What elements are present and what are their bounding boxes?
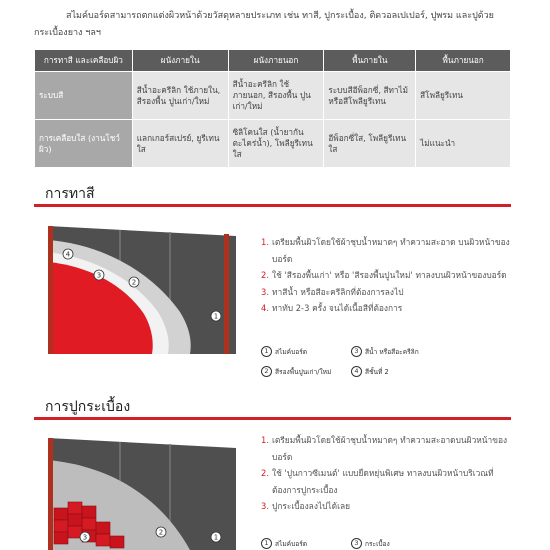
- callout-2: [129, 277, 139, 287]
- callout-label: 1: [213, 533, 219, 542]
- step-text: เตรียมพื้นผิวโดยใช้ผ้าชุบน้ำหมาดๆ ทำความสะอาดบนผิวหน้าของบอร์ด: [272, 435, 508, 462]
- step-number: 3.: [261, 501, 269, 511]
- callout-label: 2: [131, 278, 137, 287]
- legend-label: สไมค์บอร์ด: [275, 540, 308, 548]
- step-text: เตรียมพื้นผิวโดยใช้ผ้าชุบน้ำหมาดๆ ทำความสะอาด บนผิวหน้าของบอร์ด: [272, 237, 510, 264]
- step-number: 2.: [261, 468, 269, 478]
- legend-number: 3: [351, 538, 362, 549]
- callout-label: 3: [96, 271, 102, 280]
- legend-item: [261, 538, 307, 549]
- section-divider: [34, 417, 511, 420]
- step-text: ทาสีน้ำ หรือสีอะครีลิกที่ต้องการลงไป: [272, 286, 404, 297]
- legend-label: สีน้ำ หรือสีอะครีลิก: [365, 348, 419, 356]
- step-text: ใช้ 'ปูนกาวซีเมนต์' แบบยืดหยุ่นพิเศษ ทาลงบนผิวหน้าบริเวณที่ต้องการปูกระเบื้อง: [272, 468, 494, 495]
- table-cell: แลกเกอร์สเปรย์, ยูรีเทนใส: [132, 120, 228, 168]
- table-header: พื้นภายนอก: [416, 50, 511, 72]
- callout-3: [80, 532, 90, 542]
- callout-label: 2: [158, 528, 164, 537]
- legend-number: 3: [351, 346, 362, 357]
- legend-label: สีชั้นที่ 2: [365, 368, 389, 376]
- painting-steps: [261, 234, 511, 317]
- table-header: ผนังภายใน: [132, 50, 228, 72]
- table-cell: อีพ็อกซี่ใส, โพลียูรีเทนใส: [324, 120, 416, 168]
- legend-label: สไมค์บอร์ด: [275, 348, 308, 356]
- step-number: 1.: [261, 435, 269, 445]
- table-cell: ไม่แนะนำ: [416, 120, 511, 168]
- callout-label: 1: [213, 312, 219, 321]
- legend-label: สีรองพื้นปูนเก่า/ใหม่: [275, 368, 332, 376]
- table-row: [35, 120, 511, 168]
- legend-number: 1: [261, 346, 272, 357]
- legend-item: [261, 366, 331, 377]
- legend-item: [261, 346, 307, 357]
- table-row: [35, 72, 511, 120]
- legend-number: 2: [261, 366, 272, 377]
- table-header: พื้นภายใน: [324, 50, 416, 72]
- list-item: [261, 284, 511, 301]
- frame-stud: [224, 234, 229, 354]
- list-item: [261, 300, 511, 317]
- legend-label: กระเบื้อง: [365, 540, 390, 548]
- callout-label: 4: [65, 250, 71, 259]
- callout-1: [211, 532, 221, 542]
- legend-item: [351, 346, 419, 357]
- step-text: ทาทับ 2-3 ครั้ง จนได้เนื้อสีที่ต้องการ: [272, 303, 403, 313]
- frame-stud: [48, 438, 53, 550]
- step-text: ปูกระเบื้องลงไปได้เลย: [272, 501, 350, 511]
- legend-number: 4: [351, 366, 362, 377]
- legend-number: 1: [261, 538, 272, 549]
- step-text: ใช้ 'สีรองพื้นเก่า' หรือ 'สีรองพื้นปูนใหม่' ทาลงบนผิวหน้าของบอร์ด: [272, 270, 507, 280]
- step-number: 1.: [261, 237, 269, 247]
- callout-3: [94, 270, 104, 280]
- tiling-legend: [261, 538, 511, 550]
- callout-4: [63, 249, 73, 259]
- table-cell: สีน้ำอะครีลิก ใช้ภายนอก, สีรองพื้น ปูนเก่า/ใหม่: [228, 72, 324, 120]
- list-item: [261, 465, 511, 498]
- step-number: 2.: [261, 270, 269, 280]
- table-header-row: [35, 50, 511, 72]
- painting-legend: [261, 346, 511, 380]
- table-header: ผนังภายนอก: [228, 50, 324, 72]
- finish-spec-table: [34, 49, 511, 168]
- row-header: ระบบสี: [35, 72, 133, 120]
- table-cell: ระบบสีอีพ็อกซี่, สีทาไม้ หรือสีโพลียูรีเทน: [324, 72, 416, 120]
- list-item: [261, 267, 511, 284]
- row-header: การเคลือบใส (งานโชว์ผิว): [35, 120, 133, 168]
- section-title-painting: การทาสี: [45, 186, 95, 202]
- callout-label: 3: [82, 533, 88, 542]
- tiling-steps: [261, 432, 511, 515]
- painting-illustration: [40, 220, 245, 355]
- list-item: [261, 234, 511, 267]
- tiling-illustration: [40, 432, 245, 550]
- intro-paragraph: สไมค์บอร์ดสามารถตกแต่งผิวหน้าด้วยวัสดุหลายประเภท เช่น ทาสี, ปูกระเบื้อง, ติดวอลเปเปอร์, ปูพรม และปูด้วยกระเบื้องยาง ฯลฯ: [34, 11, 494, 38]
- section-divider: [34, 204, 511, 207]
- callout-2: [156, 527, 166, 537]
- table-cell: ซิลิโคนใส (น้ำยากันตะไคร่น้ำ), โพลียูรีเทนใส: [228, 120, 324, 168]
- list-item: [261, 432, 511, 465]
- table-header: การทาสี และเคลือบผิว: [35, 50, 133, 72]
- list-item: [261, 498, 511, 515]
- callout-1: [211, 311, 221, 321]
- table-cell: สีโพลียูรีเทน: [416, 72, 511, 120]
- step-number: 3.: [261, 286, 269, 297]
- section-title-tiling: การปูกระเบื้อง: [45, 399, 131, 415]
- table-cell: สีน้ำอะครีลิก ใช้ภายใน, สีรองพื้น ปูนเก่า/ใหม่: [132, 72, 228, 120]
- frame-stud: [48, 226, 53, 354]
- legend-item: [351, 366, 389, 377]
- legend-item: [351, 538, 390, 549]
- step-number: 4.: [261, 303, 269, 313]
